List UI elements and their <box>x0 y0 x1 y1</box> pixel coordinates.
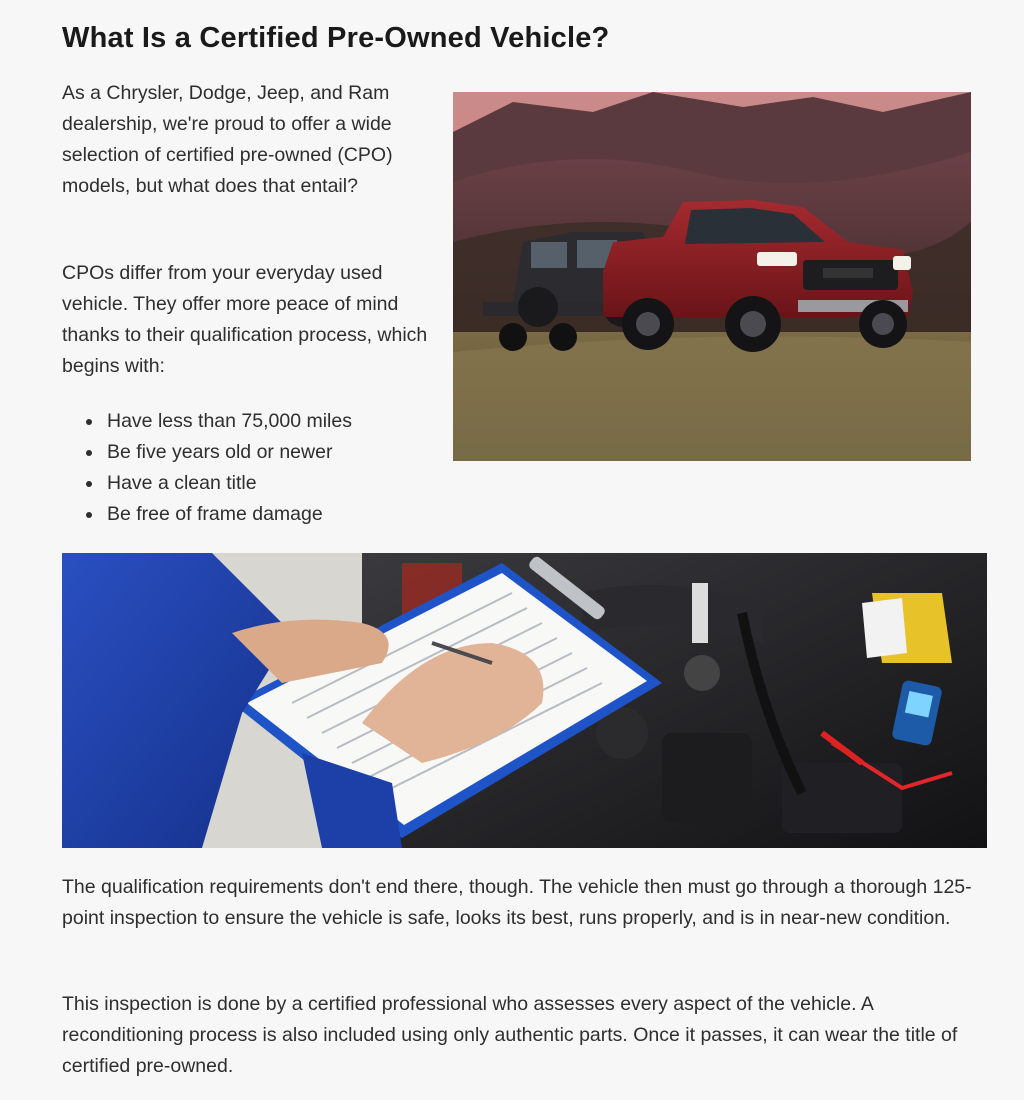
list-item <box>62 406 352 437</box>
second-paragraph: CPOs differ from your everyday used vehicle. They offer more peace of mind thanks to their qualification process, which begins with: <box>62 262 428 377</box>
requirement-text: Have less than 75,000 miles <box>107 410 352 432</box>
list-item <box>62 437 352 468</box>
requirements-list <box>62 406 352 530</box>
inspection-paragraph: The qualification requirements don't end there, though. The vehicle then must go through a thorough 125-point inspection to ensure the vehicle is safe, looks its best, runs properly, and is in near-new condition. <box>62 876 972 929</box>
list-item <box>62 499 352 530</box>
engine-inspection-photo <box>62 553 987 848</box>
bullet-icon <box>86 481 92 487</box>
bullet-icon <box>86 512 92 518</box>
requirement-text: Be five years old or newer <box>107 441 333 463</box>
bullet-icon <box>86 419 92 425</box>
bullet-icon <box>86 450 92 456</box>
article-title: What Is a Certified Pre-Owned Vehicle? <box>62 22 610 54</box>
article <box>62 0 987 1100</box>
requirement-text: Be free of frame damage <box>107 503 323 525</box>
reconditioning-paragraph: This inspection is done by a certified professional who assesses every aspect of the vehicle. A reconditioning process is also included using only authentic parts. Once it passes, it can wear the title of certified pre-owned. <box>62 993 958 1077</box>
list-item <box>62 468 352 499</box>
intro-paragraph: As a Chrysler, Dodge, Jeep, and Ram dealership, we're proud to offer a wide selection of certified pre-owned (CPO) models, but what does that entail? <box>62 82 393 197</box>
truck-towing-photo <box>453 92 971 461</box>
requirement-text: Have a clean title <box>107 472 257 494</box>
